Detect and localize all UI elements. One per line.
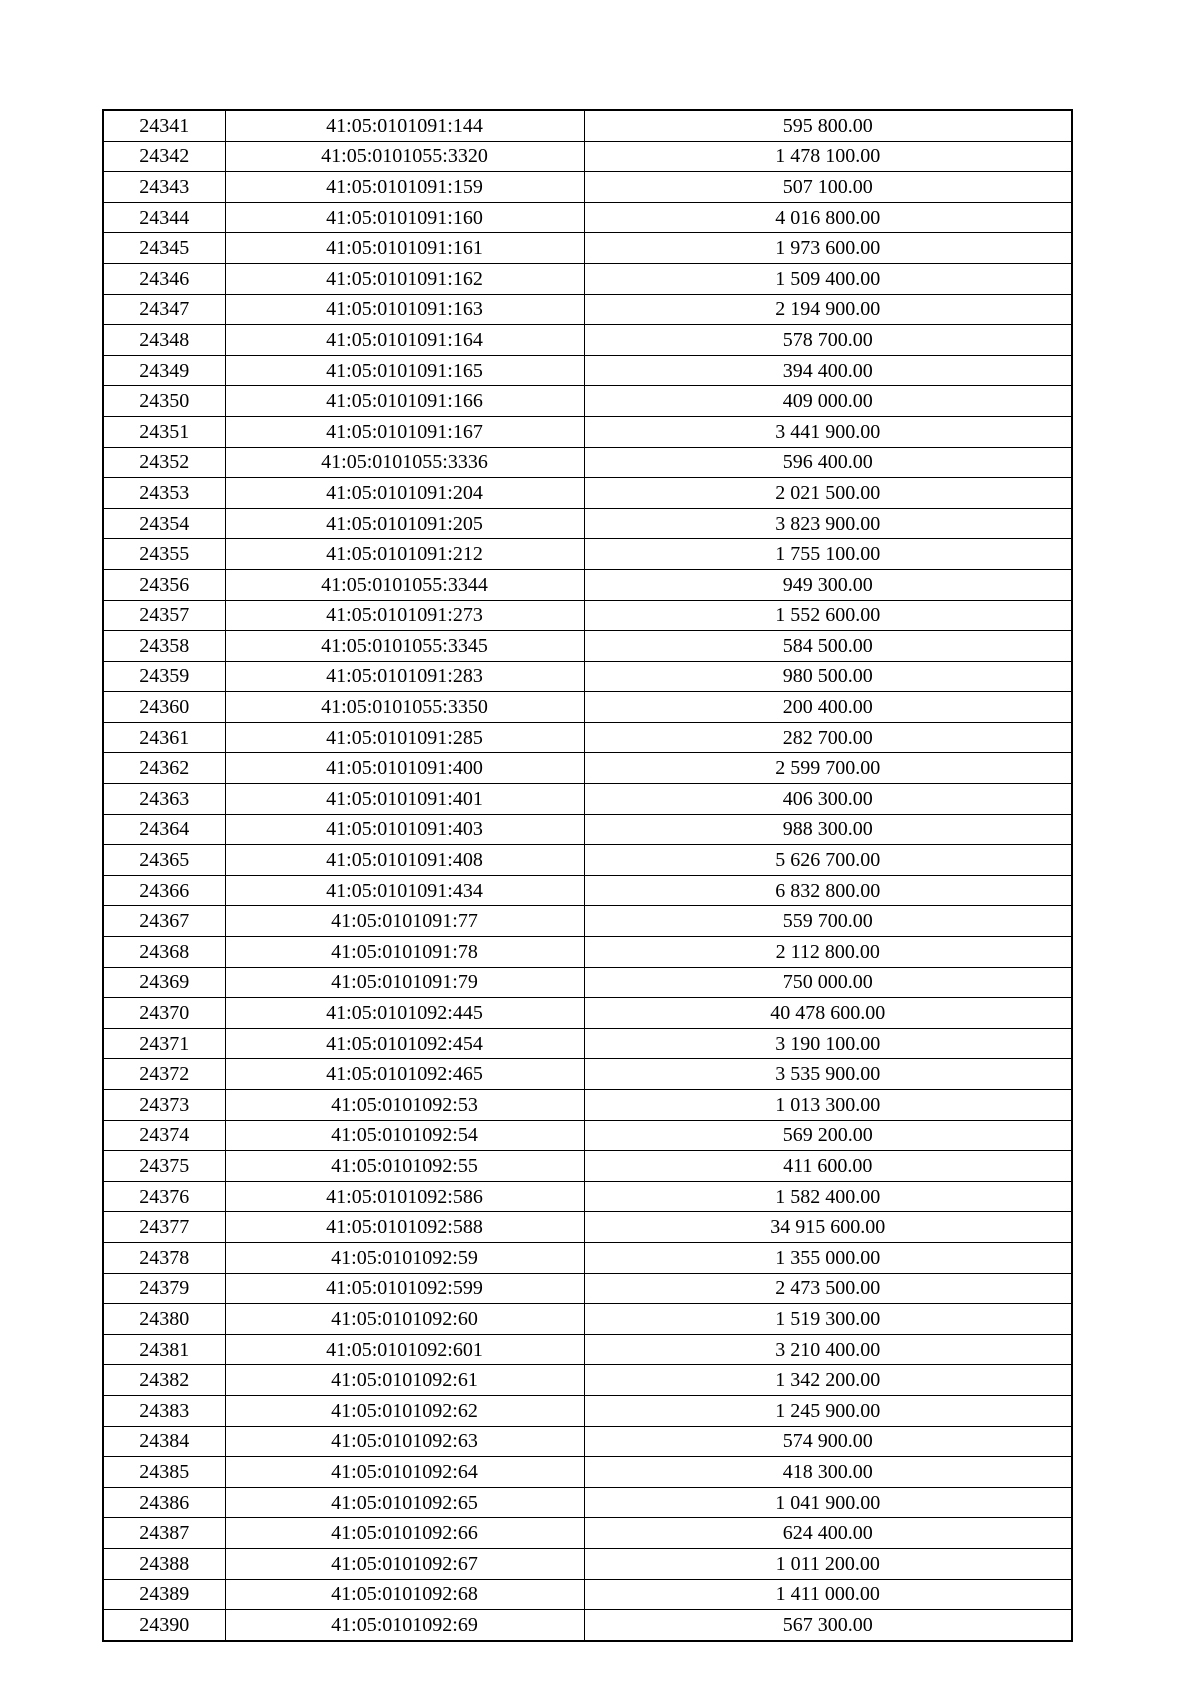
cadastral-value-cell: 34 915 600.00 [584, 1212, 1072, 1243]
cadastral-number-cell: 41:05:0101055:3344 [225, 569, 584, 600]
row-number-cell: 24344 [103, 202, 225, 233]
table-row [103, 875, 1072, 906]
table-row [103, 386, 1072, 417]
row-number-cell: 24356 [103, 569, 225, 600]
cadastral-value-cell: 949 300.00 [584, 569, 1072, 600]
cadastral-value-cell: 596 400.00 [584, 447, 1072, 478]
cadastral-number-cell: 41:05:0101091:403 [225, 814, 584, 845]
table-row [103, 1120, 1072, 1151]
table-row [103, 1059, 1072, 1090]
table-row [103, 233, 1072, 264]
table-row [103, 1028, 1072, 1059]
table-row [103, 141, 1072, 172]
row-number-cell: 24361 [103, 722, 225, 753]
cadastral-number-cell: 41:05:0101091:434 [225, 875, 584, 906]
table-row [103, 1151, 1072, 1182]
row-number-cell: 24371 [103, 1028, 225, 1059]
cadastral-value-cell: 750 000.00 [584, 967, 1072, 998]
cadastral-number-cell: 41:05:0101091:401 [225, 784, 584, 815]
cadastral-number-cell: 41:05:0101055:3336 [225, 447, 584, 478]
cadastral-value-cell: 3 823 900.00 [584, 508, 1072, 539]
table-row [103, 967, 1072, 998]
row-number-cell: 24354 [103, 508, 225, 539]
cadastral-number-cell: 41:05:0101091:283 [225, 661, 584, 692]
cadastral-number-cell: 41:05:0101092:63 [225, 1426, 584, 1457]
row-number-cell: 24360 [103, 692, 225, 723]
row-number-cell: 24373 [103, 1090, 225, 1121]
table-row [103, 478, 1072, 509]
row-number-cell: 24383 [103, 1395, 225, 1426]
table-row [103, 1395, 1072, 1426]
table-row [103, 1579, 1072, 1610]
table-row [103, 1518, 1072, 1549]
cadastral-value-cell: 980 500.00 [584, 661, 1072, 692]
cadastral-number-cell: 41:05:0101092:445 [225, 998, 584, 1029]
cadastral-number-cell: 41:05:0101092:61 [225, 1365, 584, 1396]
table-row [103, 539, 1072, 570]
cadastral-number-cell: 41:05:0101092:66 [225, 1518, 584, 1549]
cadastral-number-cell: 41:05:0101092:465 [225, 1059, 584, 1090]
row-number-cell: 24379 [103, 1273, 225, 1304]
table-row [103, 845, 1072, 876]
table-row [103, 1426, 1072, 1457]
cadastral-number-cell: 41:05:0101092:454 [225, 1028, 584, 1059]
table-row [103, 814, 1072, 845]
table-row [103, 325, 1072, 356]
table-row [103, 1181, 1072, 1212]
cadastral-number-cell: 41:05:0101055:3345 [225, 631, 584, 662]
row-number-cell: 24352 [103, 447, 225, 478]
table-body [103, 110, 1072, 1641]
cadastral-number-cell: 41:05:0101091:160 [225, 202, 584, 233]
cadastral-number-cell: 41:05:0101092:64 [225, 1457, 584, 1488]
table-row [103, 110, 1072, 141]
table-row [103, 355, 1072, 386]
cadastral-value-cell: 406 300.00 [584, 784, 1072, 815]
cadastral-value-cell: 507 100.00 [584, 172, 1072, 203]
row-number-cell: 24375 [103, 1151, 225, 1182]
cadastral-value-cell: 5 626 700.00 [584, 845, 1072, 876]
table-row [103, 661, 1072, 692]
cadastral-value-cell: 2 599 700.00 [584, 753, 1072, 784]
cadastral-value-cell: 624 400.00 [584, 1518, 1072, 1549]
row-number-cell: 24372 [103, 1059, 225, 1090]
row-number-cell: 24350 [103, 386, 225, 417]
cadastral-value-cell: 2 473 500.00 [584, 1273, 1072, 1304]
cadastral-value-cell: 3 535 900.00 [584, 1059, 1072, 1090]
row-number-cell: 24389 [103, 1579, 225, 1610]
row-number-cell: 24341 [103, 110, 225, 141]
cadastral-number-cell: 41:05:0101092:586 [225, 1181, 584, 1212]
row-number-cell: 24390 [103, 1610, 225, 1641]
cadastral-value-cell: 584 500.00 [584, 631, 1072, 662]
cadastral-number-cell: 41:05:0101092:60 [225, 1304, 584, 1335]
table-row [103, 753, 1072, 784]
cadastral-number-cell: 41:05:0101092:59 [225, 1242, 584, 1273]
row-number-cell: 24369 [103, 967, 225, 998]
table-row [103, 906, 1072, 937]
cadastral-number-cell: 41:05:0101091:79 [225, 967, 584, 998]
row-number-cell: 24388 [103, 1548, 225, 1579]
cadastral-value-cell: 1 245 900.00 [584, 1395, 1072, 1426]
cadastral-value-cell: 559 700.00 [584, 906, 1072, 937]
row-number-cell: 24377 [103, 1212, 225, 1243]
cadastral-number-cell: 41:05:0101092:53 [225, 1090, 584, 1121]
row-number-cell: 24353 [103, 478, 225, 509]
cadastral-value-cell: 394 400.00 [584, 355, 1072, 386]
cadastral-value-cell: 2 112 800.00 [584, 937, 1072, 968]
cadastral-value-cell: 2 021 500.00 [584, 478, 1072, 509]
cadastral-value-cell: 3 210 400.00 [584, 1334, 1072, 1365]
cadastral-number-cell: 41:05:0101091:285 [225, 722, 584, 753]
cadastral-number-cell: 41:05:0101091:166 [225, 386, 584, 417]
cadastral-value-cell: 418 300.00 [584, 1457, 1072, 1488]
row-number-cell: 24359 [103, 661, 225, 692]
cadastral-value-table [102, 109, 1073, 1642]
table-row [103, 631, 1072, 662]
cadastral-number-cell: 41:05:0101092:601 [225, 1334, 584, 1365]
cadastral-value-cell: 1 342 200.00 [584, 1365, 1072, 1396]
row-number-cell: 24386 [103, 1487, 225, 1518]
row-number-cell: 24351 [103, 416, 225, 447]
row-number-cell: 24381 [103, 1334, 225, 1365]
table-row [103, 1487, 1072, 1518]
row-number-cell: 24380 [103, 1304, 225, 1335]
cadastral-value-cell: 1 509 400.00 [584, 263, 1072, 294]
cadastral-number-cell: 41:05:0101091:164 [225, 325, 584, 356]
cadastral-value-cell: 1 355 000.00 [584, 1242, 1072, 1273]
row-number-cell: 24363 [103, 784, 225, 815]
table-row [103, 294, 1072, 325]
row-number-cell: 24343 [103, 172, 225, 203]
row-number-cell: 24346 [103, 263, 225, 294]
cadastral-value-cell: 1 478 100.00 [584, 141, 1072, 172]
cadastral-number-cell: 41:05:0101091:159 [225, 172, 584, 203]
table-row [103, 722, 1072, 753]
table-row [103, 1457, 1072, 1488]
cadastral-value-cell: 1 011 200.00 [584, 1548, 1072, 1579]
cadastral-number-cell: 41:05:0101092:599 [225, 1273, 584, 1304]
row-number-cell: 24367 [103, 906, 225, 937]
row-number-cell: 24345 [103, 233, 225, 264]
cadastral-value-cell: 411 600.00 [584, 1151, 1072, 1182]
cadastral-value-cell: 409 000.00 [584, 386, 1072, 417]
cadastral-value-cell: 2 194 900.00 [584, 294, 1072, 325]
cadastral-number-cell: 41:05:0101092:588 [225, 1212, 584, 1243]
cadastral-value-cell: 3 190 100.00 [584, 1028, 1072, 1059]
cadastral-value-cell: 1 411 000.00 [584, 1579, 1072, 1610]
row-number-cell: 24385 [103, 1457, 225, 1488]
cadastral-number-cell: 41:05:0101091:77 [225, 906, 584, 937]
row-number-cell: 24382 [103, 1365, 225, 1396]
cadastral-number-cell: 41:05:0101092:65 [225, 1487, 584, 1518]
row-number-cell: 24358 [103, 631, 225, 662]
table-row [103, 1610, 1072, 1641]
cadastral-value-cell: 567 300.00 [584, 1610, 1072, 1641]
cadastral-number-cell: 41:05:0101055:3350 [225, 692, 584, 723]
row-number-cell: 24348 [103, 325, 225, 356]
row-number-cell: 24362 [103, 753, 225, 784]
table-row [103, 1212, 1072, 1243]
table-row [103, 937, 1072, 968]
cadastral-number-cell: 41:05:0101092:55 [225, 1151, 584, 1182]
table-row [103, 1304, 1072, 1335]
cadastral-number-cell: 41:05:0101055:3320 [225, 141, 584, 172]
row-number-cell: 24357 [103, 600, 225, 631]
cadastral-value-cell: 3 441 900.00 [584, 416, 1072, 447]
row-number-cell: 24376 [103, 1181, 225, 1212]
table-row [103, 202, 1072, 233]
cadastral-value-cell: 200 400.00 [584, 692, 1072, 723]
row-number-cell: 24370 [103, 998, 225, 1029]
cadastral-value-cell: 282 700.00 [584, 722, 1072, 753]
row-number-cell: 24378 [103, 1242, 225, 1273]
cadastral-value-cell: 574 900.00 [584, 1426, 1072, 1457]
cadastral-number-cell: 41:05:0101091:400 [225, 753, 584, 784]
cadastral-number-cell: 41:05:0101092:54 [225, 1120, 584, 1151]
cadastral-value-cell: 595 800.00 [584, 110, 1072, 141]
cadastral-value-cell: 1 552 600.00 [584, 600, 1072, 631]
table-row [103, 172, 1072, 203]
row-number-cell: 24364 [103, 814, 225, 845]
row-number-cell: 24365 [103, 845, 225, 876]
cadastral-number-cell: 41:05:0101091:144 [225, 110, 584, 141]
cadastral-number-cell: 41:05:0101092:69 [225, 1610, 584, 1641]
cadastral-value-cell: 1 582 400.00 [584, 1181, 1072, 1212]
table-row [103, 1273, 1072, 1304]
cadastral-number-cell: 41:05:0101091:78 [225, 937, 584, 968]
cadastral-number-cell: 41:05:0101091:161 [225, 233, 584, 264]
row-number-cell: 24384 [103, 1426, 225, 1457]
row-number-cell: 24347 [103, 294, 225, 325]
cadastral-number-cell: 41:05:0101091:273 [225, 600, 584, 631]
row-number-cell: 24342 [103, 141, 225, 172]
table-row [103, 1365, 1072, 1396]
cadastral-value-cell: 1 519 300.00 [584, 1304, 1072, 1335]
table-row [103, 1090, 1072, 1121]
cadastral-value-cell: 1 755 100.00 [584, 539, 1072, 570]
cadastral-number-cell: 41:05:0101092:68 [225, 1579, 584, 1610]
table-row [103, 508, 1072, 539]
row-number-cell: 24355 [103, 539, 225, 570]
cadastral-value-cell: 1 041 900.00 [584, 1487, 1072, 1518]
cadastral-value-cell: 40 478 600.00 [584, 998, 1072, 1029]
row-number-cell: 24368 [103, 937, 225, 968]
cadastral-value-cell: 988 300.00 [584, 814, 1072, 845]
table-row [103, 692, 1072, 723]
cadastral-value-cell: 4 016 800.00 [584, 202, 1072, 233]
table-row [103, 447, 1072, 478]
cadastral-value-cell: 578 700.00 [584, 325, 1072, 356]
cadastral-number-cell: 41:05:0101091:165 [225, 355, 584, 386]
table-row [103, 1242, 1072, 1273]
table-row [103, 569, 1072, 600]
table-row [103, 1548, 1072, 1579]
cadastral-value-cell: 1 973 600.00 [584, 233, 1072, 264]
cadastral-number-cell: 41:05:0101091:204 [225, 478, 584, 509]
row-number-cell: 24349 [103, 355, 225, 386]
table-row [103, 784, 1072, 815]
row-number-cell: 24374 [103, 1120, 225, 1151]
cadastral-number-cell: 41:05:0101092:62 [225, 1395, 584, 1426]
table-row [103, 416, 1072, 447]
cadastral-value-cell: 1 013 300.00 [584, 1090, 1072, 1121]
table-row [103, 1334, 1072, 1365]
cadastral-value-cell: 6 832 800.00 [584, 875, 1072, 906]
cadastral-number-cell: 41:05:0101092:67 [225, 1548, 584, 1579]
cadastral-number-cell: 41:05:0101091:167 [225, 416, 584, 447]
cadastral-number-cell: 41:05:0101091:212 [225, 539, 584, 570]
row-number-cell: 24366 [103, 875, 225, 906]
table-row [103, 600, 1072, 631]
cadastral-number-cell: 41:05:0101091:205 [225, 508, 584, 539]
table-row [103, 998, 1072, 1029]
row-number-cell: 24387 [103, 1518, 225, 1549]
table-row [103, 263, 1072, 294]
cadastral-number-cell: 41:05:0101091:162 [225, 263, 584, 294]
cadastral-number-cell: 41:05:0101091:408 [225, 845, 584, 876]
cadastral-number-cell: 41:05:0101091:163 [225, 294, 584, 325]
cadastral-value-cell: 569 200.00 [584, 1120, 1072, 1151]
